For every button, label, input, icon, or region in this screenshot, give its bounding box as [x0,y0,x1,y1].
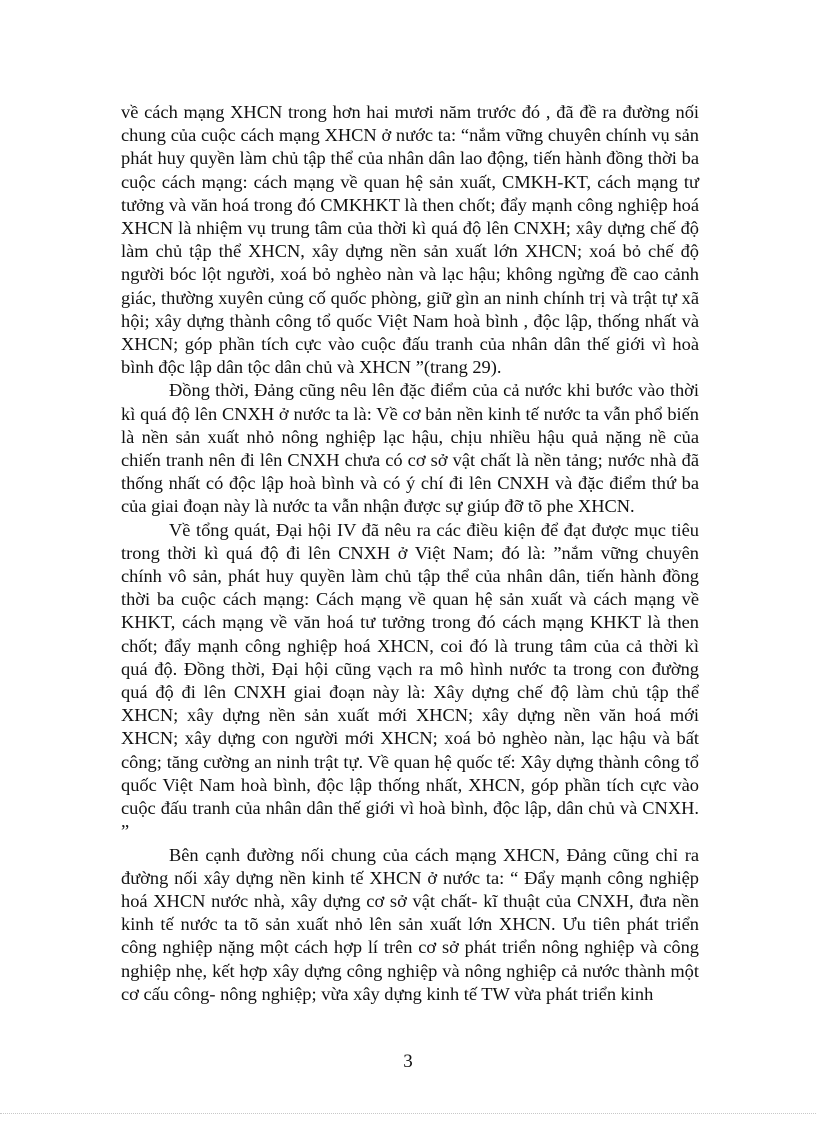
page-number: 3 [403,1051,413,1072]
paragraph-1: về cách mạng XHCN trong hơn hai mươi năm trước đó , đã đề ra đường nối chung của cuộc cách mạng XHCN ở nước ta: “nắm vững chuyên chính vụ sản phát huy quyền làm chủ tập thể của nhân dân lao động, tiến hành đồng thời ba cuộc cách mạng: cách mạng về quan hệ sản xuất, CMKH-KT, cách mạng tư tưởng và văn hoá trong đó CMKHKT là then chốt; đẩy mạnh công nghiệp hoá XHCN là nhiệm vụ trung tâm của thời kì quá độ lên CNXH; xây dựng chế độ làm chủ tập thể XHCN, xây dựng nền sản xuất lớn XHCN; xoá bỏ chế độ người bóc lột người, xoá bỏ nghèo nàn và lạc hậu; không ngừng đề cao cảnh giác, thường xuyên củng cố quốc phòng, giữ gìn an ninh chính trị và trật tự xã hội; xây dựng thành công tổ quốc Việt Nam hoà bình , độc lập, thống nhất và XHCN; góp phần tích cực vào cuộc đấu tranh của nhân dân thế giới vì hoà bình độc lập dân tộc dân chủ và XHCN ”(trang 29). [121,102,699,378]
page-bottom-divider [0,1113,816,1114]
paragraph-3: Về tổng quát, Đại hội IV đã nêu ra các điều kiện để đạt được mục tiêu trong thời kì quá độ đi lên CNXH ở Việt Nam; đó là: ”nắm vững chuyên chính vô sản, phát huy quyền làm chủ tập thể của nhân dân, tiến hành đồng thời ba cuộc cách mạng: Cách mạng về quan hệ sản xuất và cách mạng về KHKT, cách mạng về văn hoá tư tưởng trong đó cách mạng KHKT là then chốt; đẩy mạnh công nghiệp hoá XHCN, coi đó là trung tâm của cả thời kì quá độ. Đồng thời, Đại hội cũng vạch ra mô hình nước ta trong con đường quá độ đi lên CNXH giai đoạn này là: Xây dựng chế độ làm chủ tập thể XHCN; xây dựng nền sản xuất mới XHCN; xây dựng nền văn hoá mới XHCN; xây dựng con người mới XHCN; xoá bỏ nghèo nàn, lạc hậu và bất công; tăng cường an ninh trật tự. Về quan hệ quốc tế: Xây dựng thành công tổ quốc Việt Nam hoà bình, độc lập thống nhất, XHCN, góp phần tích cực vào cuộc đấu tranh của nhân dân thế giới vì hoà bình, độc lập, dân chủ và CNXH. ” [121,519,699,842]
paragraph-2: Đồng thời, Đảng cũng nêu lên đặc điểm của cả nước khi bước vào thời kì quá độ lên CNXH ở nước ta là: Về cơ bản nền kinh tế nước ta vẫn phổ biến là nền sản xuất nhỏ nông nghiệp lạc hậu, chịu nhiều hậu quả nặng nề của chiến tranh nên đi lên CNXH chưa có cơ sở vật chất là nền tảng; nước nhà đã thống nhất có độc lập hoà bình và có ý chí đi lên CNXH và đặc điểm thứ ba của giai đoạn này là nước ta vẫn nhận được sự giúp đỡ tõ phe XHCN. [121,380,699,517]
paragraph-4: Bên cạnh đường nối chung của cách mạng XHCN, Đảng cũng chỉ ra đường nối xây dựng nền kinh tế XHCN ở nước ta: “ Đẩy mạnh công nghiệp hoá XHCN nước nhà, xây dựng cơ sở vật chất- kĩ thuật của CNXH, đưa nền kinh tế nước ta tõ sản xuất nhỏ lên sản xuất lớn XHCN. Ưu tiên phát triển công nghiệp nặng một cách hợp lí trên cơ sở phát triển nông nghiệp và công nghiệp nhẹ, kết hợp xây dựng công nghiệp và nông nghiệp cả nước thành một cơ cấu công- nông nghiệp; vừa xây dựng kinh tế TW vừa phát triển kinh [121,844,699,1004]
body-text [121,101,699,1006]
